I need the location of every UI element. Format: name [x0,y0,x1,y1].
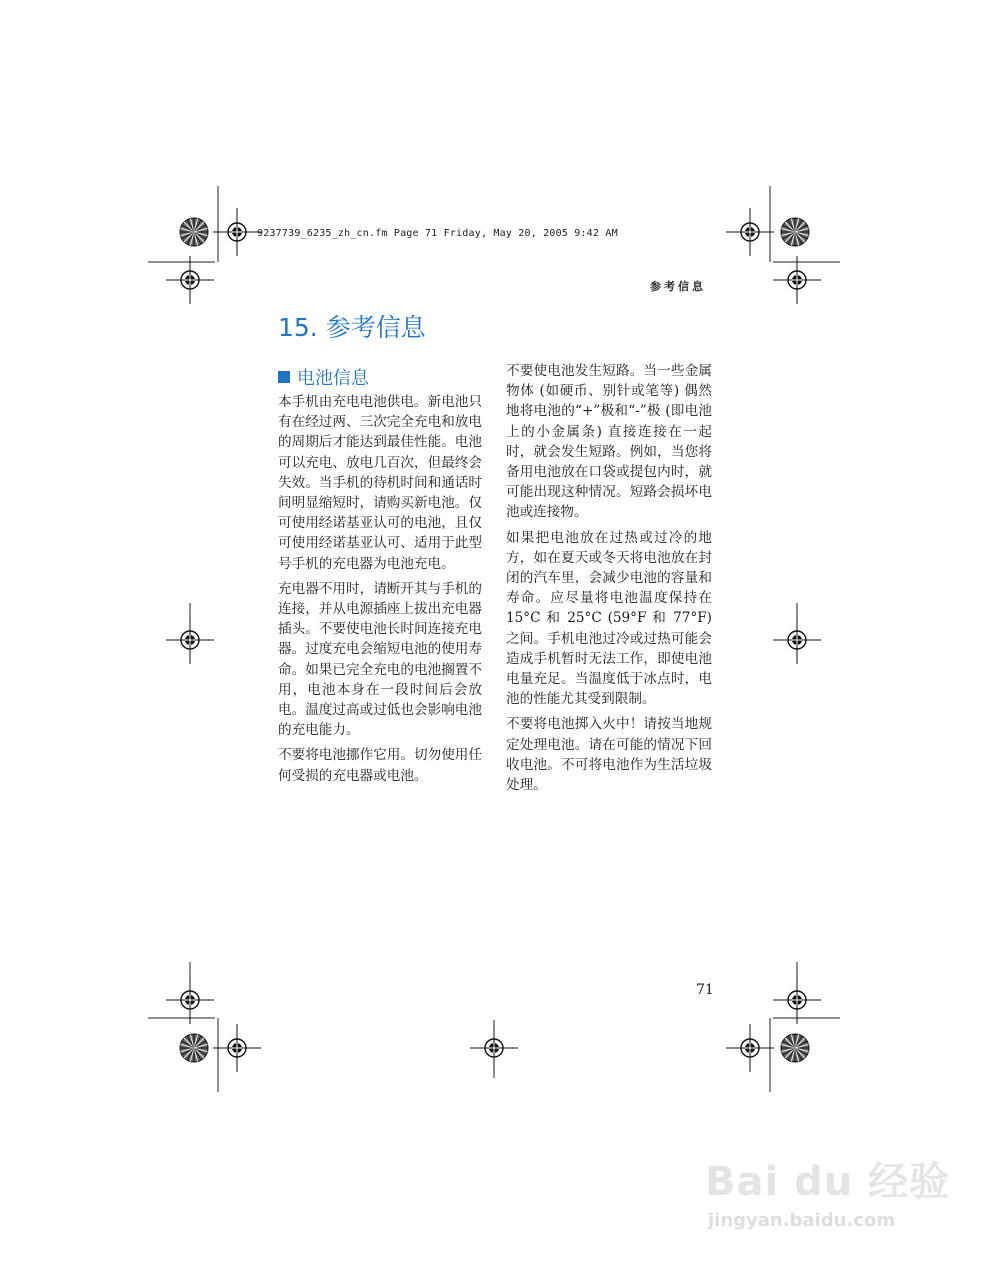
registration-crosshair-icon [773,976,821,1024]
paragraph: 不要使电池发生短路。当一些金属物体 (如硬币、别针或笔等) 偶然地将电池的“+”极和“-”极 (即电池上的小金属条) 直接连接在一起时，就会发生短路。例如，当您将备用电池放在口袋或提包内时，就可能出现这种情况。短路会损坏电池或连接物。 [506,363,712,521]
registration-crosshair-icon [213,1024,261,1072]
right-column [506,361,712,800]
registration-starburst-icon [781,218,809,246]
registration-crosshair-icon [166,256,214,304]
watermark-url: jingyan.baidu.com [708,1210,896,1231]
paragraph: 不要将电池挪作它用。切勿使用任何受损的充电器或电池。 [278,747,482,784]
square-bullet-icon [278,371,290,383]
left-column [278,392,482,791]
registration-starburst-icon [781,1034,809,1062]
print-slug-line: 9237739_6235_zh_cn.fm Page 71 Friday, May 20, 2005 9:42 AM [257,228,618,239]
paragraph: 充电器不用时，请断开其与手机的连接，并从电源插座上拔出充电器插头。不要使电池长时间连接充电器。过度充电会缩短电池的使用寿命。如果已完全充电的电池搁置不用，电池本身在一段时间后会放电。温度过高或过低也会影响电池的充电能力。 [278,580,482,739]
section-title: 电池信息 [297,368,369,389]
running-header: 参考信息 [650,280,706,293]
registration-starburst-icon [180,218,208,246]
registration-crosshair-icon [166,616,214,664]
paragraph: 不要将电池掷入火中！请按当地规定处理电池。请在可能的情况下回收电池。不可将电池作为生活垃圾处理。 [506,716,712,794]
paragraph: 本手机由充电电池供电。新电池只有在经过两、三次完全充电和放电的周期后才能达到最佳性能。电池可以充电、放电几百次，但最终会失效。当手机的待机时间和通话时间明显缩短时，请购买新电池。仅可使用经诺基亚认可的电池，且仅可使用经诺基亚认可、适用于此型号手机的充电器为电池充电。 [278,394,482,572]
registration-crosshair-icon [773,256,821,304]
section-heading [278,364,369,390]
registration-crosshair-icon [726,1024,774,1072]
registration-crosshair-icon [470,1024,518,1072]
page-number: 71 [696,982,714,998]
registration-starburst-icon [180,1034,208,1062]
registration-crosshair-icon [773,616,821,664]
registration-crosshair-icon [213,208,261,256]
watermark-logo: Bai du 经验 [705,1159,951,1205]
chapter-title: 15. 参考信息 [278,313,426,342]
registration-crosshair-icon [166,976,214,1024]
registration-crosshair-icon [726,208,774,256]
paragraph: 如果把电池放在过热或过冷的地方，如在夏天或冬天将电池放在封闭的汽车里，会减少电池的容量和寿命。应尽量将电池温度保持在 15°C 和 25°C (59°F 和 77°F) 之间。手机电池过冷或过热可能会造成手机暂时无法工作，即使电池电量充足。当温度低于冰点时，电池的性能尤其受到限制。 [506,529,712,708]
